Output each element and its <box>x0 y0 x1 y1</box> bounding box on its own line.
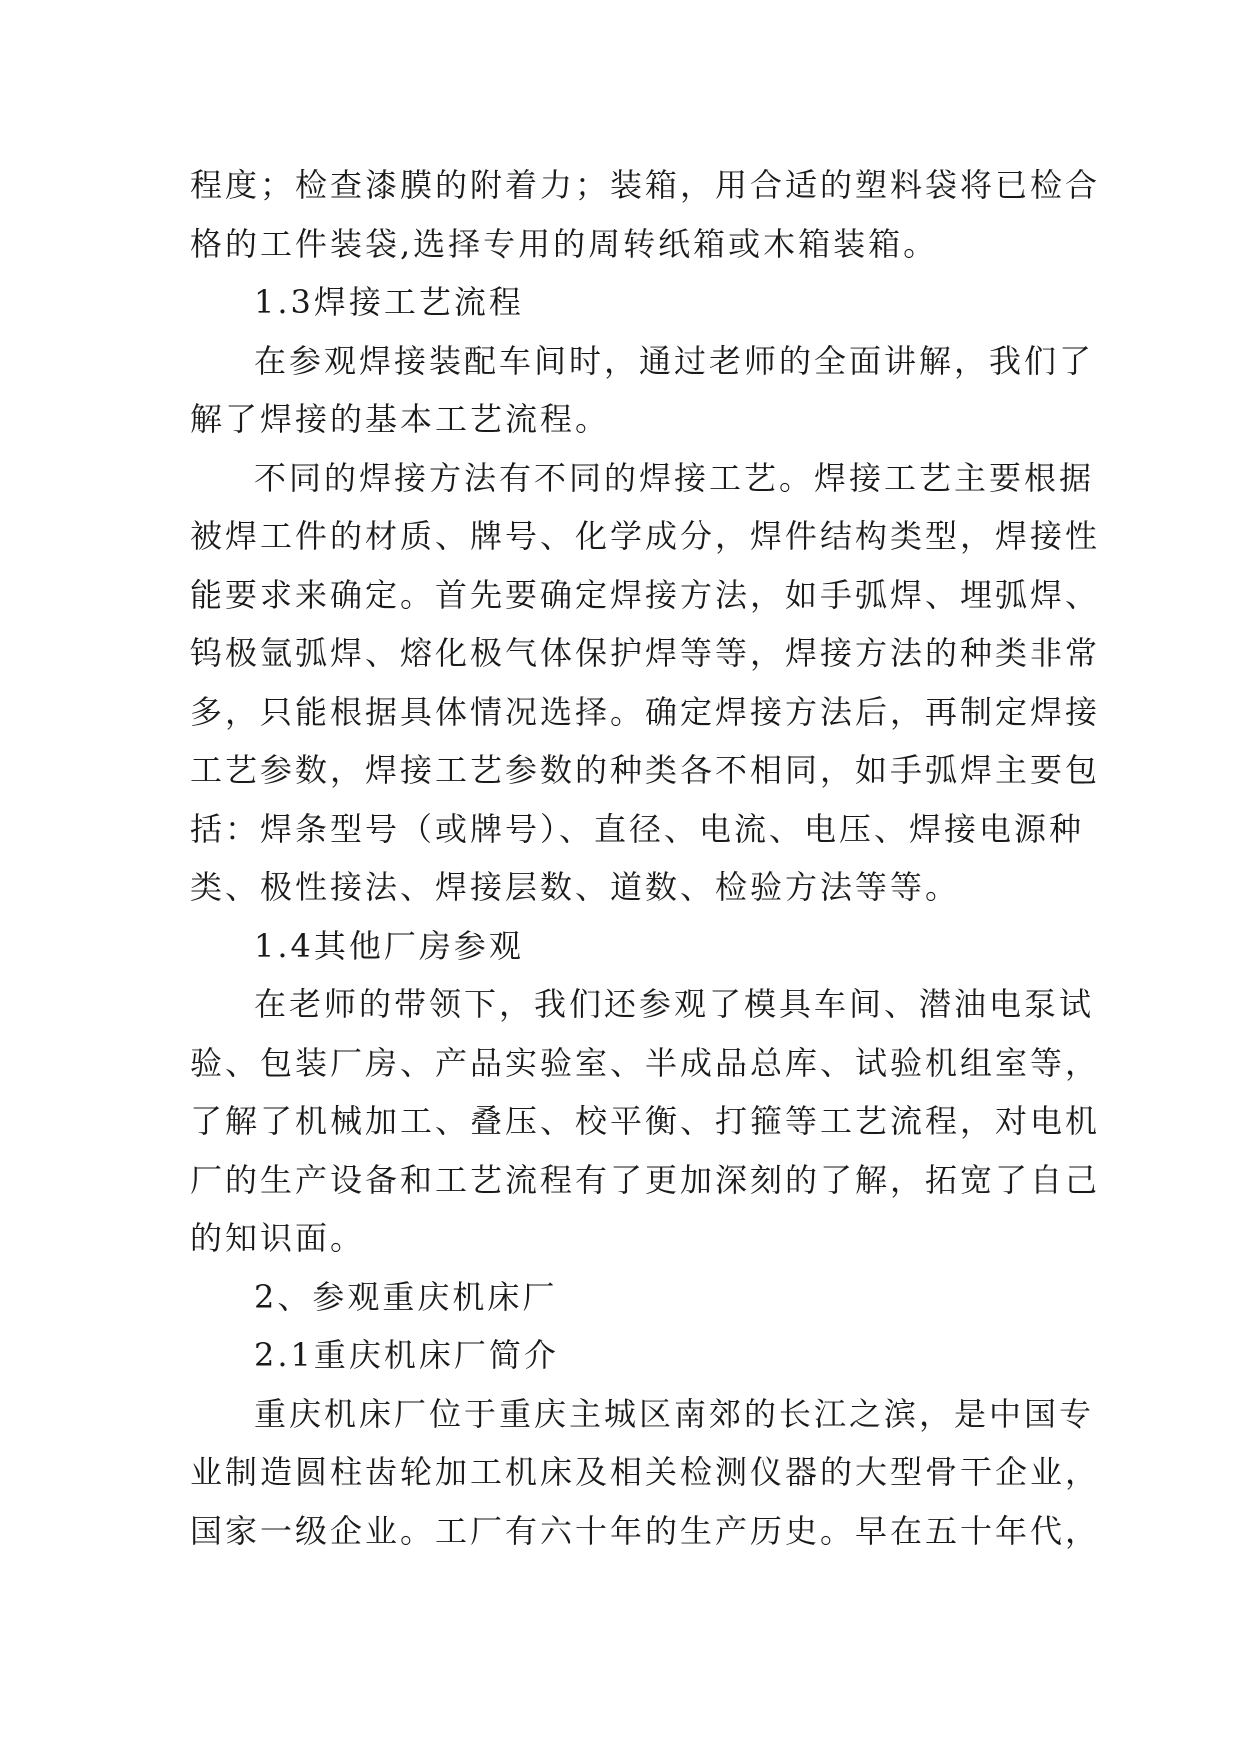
text-line: 能要求来确定。首先要确定焊接方法，如手弧焊、埋弧焊、 <box>190 575 1101 614</box>
text-line: 格的工件装袋,选择专用的周转纸箱或木箱装箱。 <box>190 224 939 263</box>
text-line: 类、极性接法、焊接层数、道数、检验方法等等。 <box>190 868 961 906</box>
section-heading-2: 2、参观重庆机床厂 <box>254 1277 558 1316</box>
text-line: 重庆机床厂位于重庆主城区南郊的长江之滨，是中国专 <box>254 1394 1095 1433</box>
text-line: 厂的生产设备和工艺流程有了更加深刻的了解，拓宽了自己 <box>190 1160 1101 1199</box>
text-line: 在老师的带领下，我们还参观了模具车间、潜油电泵试 <box>254 985 1095 1023</box>
text-line: 解了焊接的基本工艺流程。 <box>190 400 611 438</box>
text-line: 的知识面。 <box>190 1219 366 1257</box>
body-text <box>190 156 1101 1560</box>
section-heading-1-4: 1.4其他厂房参观 <box>254 926 524 965</box>
text-line: 括：焊条型号（或牌号）、直径、电流、电压、焊接电源种 <box>190 809 1085 848</box>
text-line: 在参观焊接装配车间时，通过老师的全面讲解，我们了 <box>254 341 1095 380</box>
text-line: 程度；检查漆膜的附着力；装箱，用合适的塑料袋将已检合 <box>190 166 1101 204</box>
text-line: 验、包装厂房、产品实验室、半成品总库、试验机组室等， <box>190 1043 1101 1082</box>
text-line: 业制造圆柱齿轮加工机床及相关检测仪器的大型骨干企业， <box>190 1453 1101 1491</box>
text-line: 了解了机械加工、叠压、校平衡、打箍等工艺流程，对电机 <box>190 1102 1101 1140</box>
section-heading-1-3: 1.3焊接工艺流程 <box>254 283 524 321</box>
text-line: 钨极氩弧焊、熔化极气体保护焊等等，焊接方法的种类非常 <box>190 634 1101 672</box>
text-line: 不同的焊接方法有不同的焊接工艺。焊接工艺主要根据 <box>254 458 1095 497</box>
text-line: 多，只能根据具体情况选择。确定焊接方法后，再制定焊接 <box>190 692 1101 731</box>
text-line: 工艺参数，焊接工艺参数的种类各不相同，如手弧焊主要包 <box>190 751 1101 789</box>
text-line: 国家一级企业。工厂有六十年的生产历史。早在五十年代， <box>190 1511 1101 1550</box>
section-heading-2-1: 2.1重庆机床厂简介 <box>254 1336 559 1374</box>
text-line: 被焊工件的材质、牌号、化学成分，焊件结构类型，焊接性 <box>190 517 1101 555</box>
